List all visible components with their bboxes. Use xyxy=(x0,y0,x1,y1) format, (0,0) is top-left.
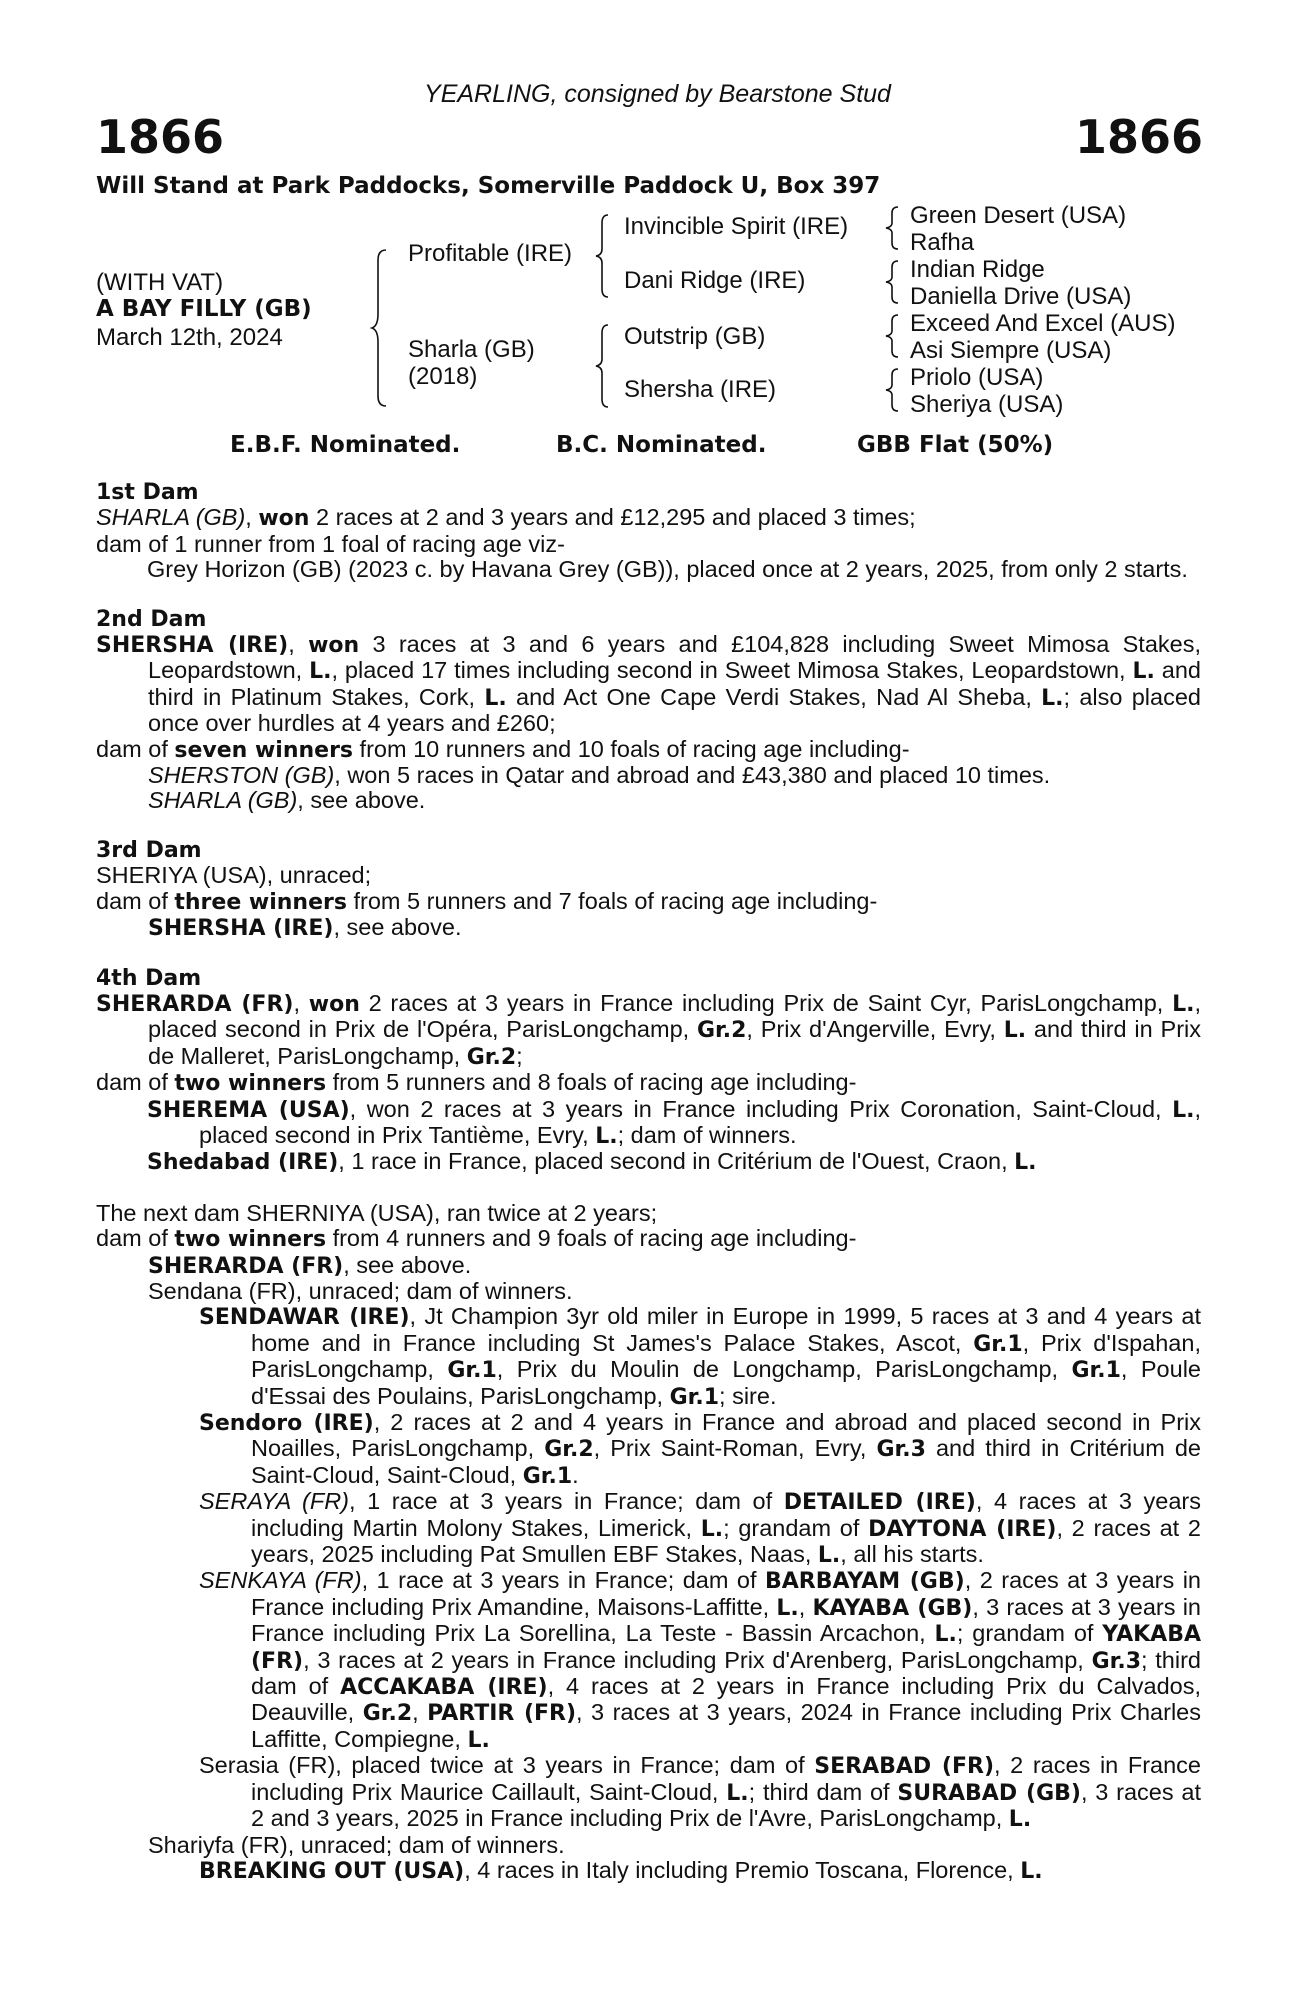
sendana-foal-sendoro: Sendoro (IRE), 2 races at 2 and 4 years in France and abroad and placed second in Prix Noailles, ParisLongchamp, Gr.2, Prix Saint-Roman, Evry, Gr.3 and third in Critérium de Saint-Cloud, Saint-Cloud, Gr.1. xyxy=(199,1409,1202,1489)
first-dam-heading: 1st Dam xyxy=(96,480,199,505)
lot-number-right: 1866 xyxy=(1074,110,1203,164)
second-dam-text: SHERSHA (IRE), won 3 races at 3 and 6 years and £104,828 including Sweet Mimosa Stakes, Leopardstown, L., placed 17 times including second in Sweet Mimosa Stakes, Leopardstown, L. and third in Platinum Stakes, Cork, L. and Act One Cape Verdi Stakes, Nad Al Sheba, L.; also placed once over hurdles at 4 years and £260; xyxy=(96,631,1202,737)
next-dam-foal-shariyfa: Shariyfa (FR), unraced; dam of winners. xyxy=(148,1831,565,1858)
gbb-flat: GBB Flat (50%) xyxy=(857,432,1054,458)
catalogue-page xyxy=(96,480,1201,1884)
sendana-foal-sendawar: SENDAWAR (IRE), Jt Champion 3yr old miler in Europe in 1999, 5 races at 3 and 4 years at home and in France including St James's Palace Stakes, Ascot, Gr.1, Prix d'Ispahan, ParisLongchamp, Gr.1, Prix du Moulin de Longchamp, ParisLongchamp, Gr.1, Poule d'Essai des Poulains, ParisLongchamp, Gr.1; sire. xyxy=(199,1303,1201,1410)
dam-brace xyxy=(596,323,612,409)
third-dam-heading: 3rd Dam xyxy=(96,837,202,863)
fourth-dam-heading: 4th Dam xyxy=(96,965,202,991)
sendana-foal-seraya: SERAYA (FR), 1 race at 3 years in France; dam of DETAILED (IRE), 4 races at 3 years including Martin Molony Stakes, Limerick, L.; grandam of DAYTONA (IRE), 2 races at 2 years, 2025 including Pat Smullen EBF Stakes, Naas, L., all his starts. xyxy=(199,1488,1202,1569)
second-dam-foal-sherston: SHERSTON (GB), won 5 races in Qatar and abroad and £43,380 and placed 10 times. xyxy=(148,762,1051,789)
dam-sire: Outstrip (GB) xyxy=(624,323,766,350)
gen3-1: Green Desert (USA) xyxy=(910,202,1127,229)
sire-brace xyxy=(596,213,612,299)
third-dam-text: SHERIYA (USA), unraced; xyxy=(96,862,372,889)
ebf-nomination: E.B.F. Nominated. xyxy=(230,432,461,458)
consignment-line: YEARLING, consigned by Bearstone Stud xyxy=(424,80,891,108)
horse-name: A BAY FILLY (GB) xyxy=(96,296,312,322)
shariyfa-foal-breaking-out: BREAKING OUT (USA), 4 races in Italy including Premio Toscana, Florence, L. xyxy=(199,1856,1043,1884)
brace-g12 xyxy=(886,205,900,251)
fourth-dam-produce: dam of two winners from 5 runners and 8 foals of racing age including- xyxy=(96,1069,857,1097)
gen3-6: Asi Siempre (USA) xyxy=(910,337,1112,364)
sire-sire: Invincible Spirit (IRE) xyxy=(624,213,849,240)
next-dam-foal-sendana: Sendana (FR), unraced; dam of winners. xyxy=(148,1277,573,1304)
brace-g78 xyxy=(886,367,900,413)
gen3-4: Daniella Drive (USA) xyxy=(910,283,1132,310)
gen3-7: Priolo (USA) xyxy=(910,364,1044,391)
fourth-dam-foal-shedabad: Shedabad (IRE), 1 race in France, placed second in Critérium de l'Ouest, Craon, L. xyxy=(147,1148,1037,1176)
foaling-date: March 12th, 2024 xyxy=(96,324,283,351)
brace-g34 xyxy=(886,259,900,305)
pedigree-brace-main xyxy=(372,248,392,408)
first-dam-produce: dam of 1 runner from 1 foal of racing age viz- xyxy=(96,530,565,557)
dam-year: (2018) xyxy=(408,363,478,390)
dam: Sharla (GB) xyxy=(408,336,535,363)
third-dam-produce: dam of three winners from 5 runners and 7 foals of racing age including- xyxy=(96,887,878,915)
gen3-5: Exceed And Excel (AUS) xyxy=(910,310,1176,337)
next-dam-foal-sherarda: SHERARDA (FR), see above. xyxy=(148,1251,472,1279)
brace-g56 xyxy=(886,313,900,359)
sendana-foal-senkaya: SENKAYA (FR), 1 race at 3 years in France; dam of BARBAYAM (GB), 2 races at 3 years in France including Prix Amandine, Maisons-Laffitte, L., KAYABA (GB), 3 races at 3 years in France including Prix La Sorellina, La Teste - Bassin Arcachon, L.; grandam of YAKABA (FR), 3 races at 2 years in France including Prix d'Arenberg, ParisLongchamp, Gr.3; third dam of ACCAKABA (IRE), 4 races at 2 years in France including Prix du Calvados, Deauville, Gr.2, PARTIR (FR), 3 races at 3 years, 2024 in France including Prix Charles Laffitte, Compiegne, L. xyxy=(199,1567,1202,1753)
gen3-3: Indian Ridge xyxy=(910,256,1045,283)
next-dam-text: The next dam SHERNIYA (USA), ran twice at 2 years; xyxy=(96,1199,658,1226)
gen3-8: Sheriya (USA) xyxy=(910,391,1064,418)
next-dam-produce: dam of two winners from 4 runners and 9 foals of racing age including- xyxy=(96,1225,857,1253)
lot-number-left: 1866 xyxy=(96,110,225,164)
sire-dam: Dani Ridge (IRE) xyxy=(624,267,806,294)
dam-dam: Shersha (IRE) xyxy=(624,376,777,403)
sendana-foal-serasia: Serasia (FR), placed twice at 3 years in France; dam of SERABAD (FR), 2 races in France including Prix Maurice Caillault, Saint-Cloud, L.; third dam of SURABAD (GB), 3 races at 2 and 3 years, 2025 in France including Prix de l'Avre, ParisLongchamp, L. xyxy=(199,1752,1201,1833)
third-dam-foal-shersha: SHERSHA (IRE), see above. xyxy=(148,914,462,942)
fourth-dam-text: SHERARDA (FR), won 2 races at 3 years in France including Prix de Saint Cyr, ParisLongchamp, L., placed second in Prix de l'Opéra, ParisLongchamp, Gr.2, Prix d'Angerville, Evry, L. and third in Prix de Malleret, ParisLongchamp, Gr.2; xyxy=(96,989,1202,1070)
stabling-line: Will Stand at Park Paddocks, Somerville Paddock U, Box 397 xyxy=(96,173,881,199)
second-dam-produce: dam of seven winners from 10 runners and 10 foals of racing age including- xyxy=(96,735,910,763)
second-dam-foal-sharla: SHARLA (GB), see above. xyxy=(148,787,426,814)
fourth-dam-foal-sherema: SHEREMA (USA), won 2 races at 3 years in France including Prix Coronation, Saint-Cloud, L., placed second in Prix Tantième, Evry, L.; dam of winners. xyxy=(147,1095,1201,1149)
first-dam-foal: Grey Horizon (GB) (2023 c. by Havana Grey (GB)), placed once at 2 years, 2025, from only 2 starts. xyxy=(147,556,1188,583)
first-dam-text: SHARLA (GB), won 2 races at 2 and 3 years and £12,295 and placed 3 times; xyxy=(96,504,916,532)
sire: Profitable (IRE) xyxy=(408,240,573,267)
second-dam-heading: 2nd Dam xyxy=(96,606,207,632)
bc-nomination: B.C. Nominated. xyxy=(556,432,767,458)
vat-label: (WITH VAT) xyxy=(96,269,224,296)
gen3-2: Rafha xyxy=(910,229,975,256)
